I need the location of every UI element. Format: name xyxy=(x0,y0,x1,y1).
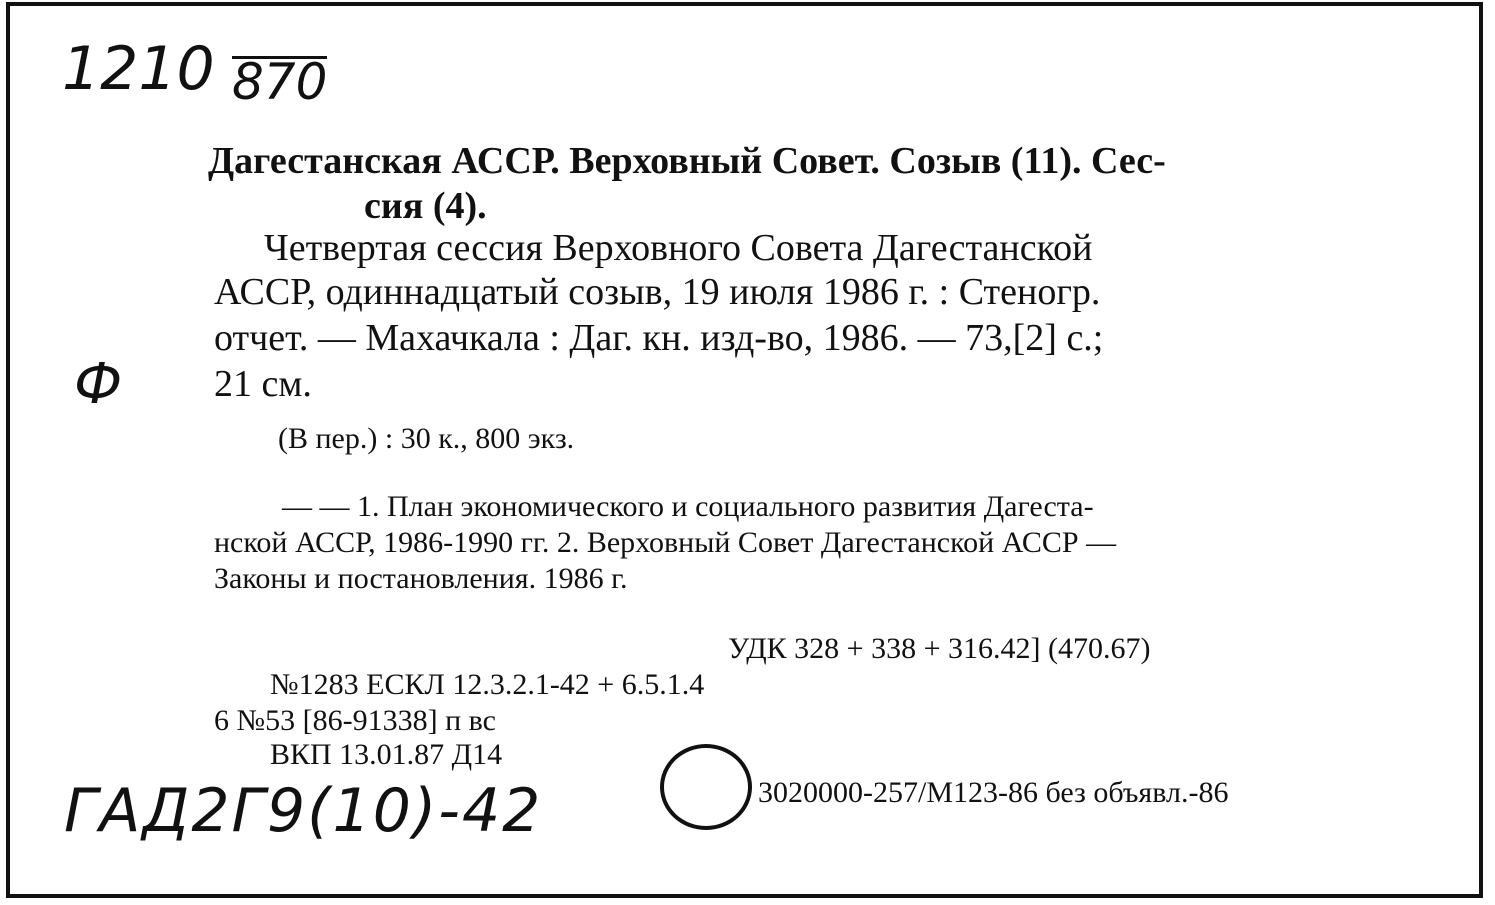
handwritten-side-mark: Ф xyxy=(74,352,123,417)
circle-mark xyxy=(660,744,752,830)
price-line: (В пер.) : 30 к., 800 экз. xyxy=(278,422,575,455)
body-line-2: АССР, одиннадцатый созыв, 19 июля 1986 г. : Стеногр. xyxy=(214,271,1101,313)
catalog-card xyxy=(6,2,1483,898)
handwritten-shelf-sub: 870 xyxy=(232,53,328,111)
subjects-line-2: нской АССР, 1986-1990 гг. 2. Верховный Совет Дагестанской АССР — xyxy=(214,526,1117,559)
heading-line-1: Дагестанская АССР. Верховный Совет. Созыв (11). Сес- xyxy=(208,140,1166,182)
codes-line-2: 6 №53 [86-91338] п вс xyxy=(214,704,496,737)
subjects-line-1: — — 1. План экономического и социального развития Дагеста- xyxy=(282,490,1094,523)
udk-line: УДК 328 + 338 + 316.42] (470.67) xyxy=(728,632,1151,665)
body-line-3: отчет. — Махачкала : Даг. кн. изд-во, 1986. — 73,[2] с.; xyxy=(214,317,1104,359)
body-line-4: 21 см. xyxy=(214,363,312,405)
heading-line-2: сия (4). xyxy=(364,185,487,227)
codes-line-3: ВКП 13.01.87 Д14 xyxy=(270,738,503,771)
body-line-1: Четвертая сессия Верховного Совета Дагестанской xyxy=(264,227,1093,269)
isbn-code-line: 3020000-257/М123-86 без объявл.-86 xyxy=(758,776,1229,809)
codes-line-1: №1283 ЕСКЛ 12.3.2.1-42 + 6.5.1.4 xyxy=(270,668,705,701)
subjects-line-3: Законы и постановления. 1986 г. xyxy=(214,562,628,595)
handwritten-bottom-code: ГАД2Г9(10)-42 xyxy=(64,776,543,846)
handwritten-shelf-number: 1210 xyxy=(62,34,215,104)
